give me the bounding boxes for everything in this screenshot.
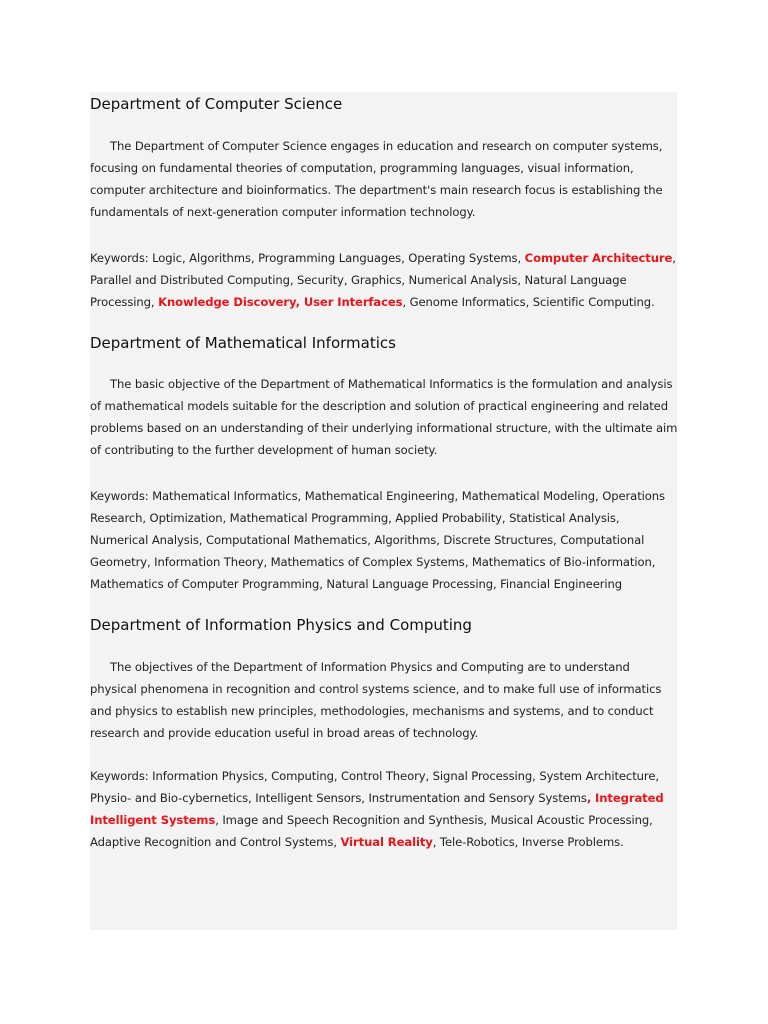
section-keywords-information-physics xyxy=(90,765,680,853)
section-title-computer-science: Department of Computer Science xyxy=(90,95,343,113)
keywords-text: Keywords: Logic, Algorithms, Programming Languages, Operating Systems, xyxy=(90,251,525,265)
section-description-computer-science: The Department of Computer Science engages in education and research on computer systems, focusing on fundamental theories of computation, programming languages, visual information, computer architecture and bioinformatics. The department's main research focus is establishing the fundamentals of next-generation computer information technology. xyxy=(90,139,663,219)
section-keywords-computer-science xyxy=(90,247,680,313)
keyword-highlight: Computer Architecture xyxy=(524,251,673,265)
document-body xyxy=(90,92,680,853)
keywords-text: Keywords: Information Physics, Computing, Control Theory, Signal Processing, System Architecture, Physio- and Bio-cybernetics, Intelligent Sensors, Instrumentation and Sensory Systems xyxy=(90,769,659,805)
section-title-information-physics: Department of Information Physics and Computing xyxy=(90,616,472,634)
keywords-text: , Genome Informatics, Scientific Computing. xyxy=(402,295,655,309)
section-description-mathematical-informatics: The basic objective of the Department of Mathematical Informatics is the formulation and analysis of mathematical models suitable for the description and solution of practical engineering and related problems based on an understanding of their underlying informational structure, with the ultimate aim of contributing to the further development of human society. xyxy=(90,377,678,457)
section-title-mathematical-informatics: Department of Mathematical Informatics xyxy=(90,334,396,352)
keyword-highlight: , Integrated Intelligent Systems xyxy=(90,791,664,827)
keywords-text: , Tele-Robotics, Inverse Problems. xyxy=(432,835,624,849)
keywords-text: , Image and Speech Recognition and Synthesis, Musical Acoustic Processing, Adaptive Recognition and Control Systems, xyxy=(90,813,653,849)
keywords-text: Keywords: Mathematical Informatics, Mathematical Engineering, Mathematical Modeling, Operations Research, Optimization, Mathematical Programming, Applied Probability, Statistical Analysis, Numerical Analysis, Computational Mathematics, Algorithms, Discrete Structures, Computational Geometry, Information Theory, Mathematics of Complex Systems, Mathematics of Bio-information, Mathematics of Computer Programming, Natural Language Processing, Financial Engineering xyxy=(90,489,665,591)
keywords-text: , Parallel and Distributed Computing, Security, Graphics, Numerical Analysis, Natural Language Processing, xyxy=(90,251,676,309)
keyword-highlight: Knowledge Discovery, User Interfaces xyxy=(158,295,403,309)
keyword-highlight: Virtual Reality xyxy=(340,835,433,849)
section-description-information-physics: The objectives of the Department of Information Physics and Computing are to understand physical phenomena in recognition and control systems science, and to make full use of informatics and physics to establish new principles, methodologies, mechanisms and systems, and to conduct research and provide education useful in broad areas of technology. xyxy=(90,660,662,740)
section-keywords-mathematical-informatics xyxy=(90,485,680,595)
